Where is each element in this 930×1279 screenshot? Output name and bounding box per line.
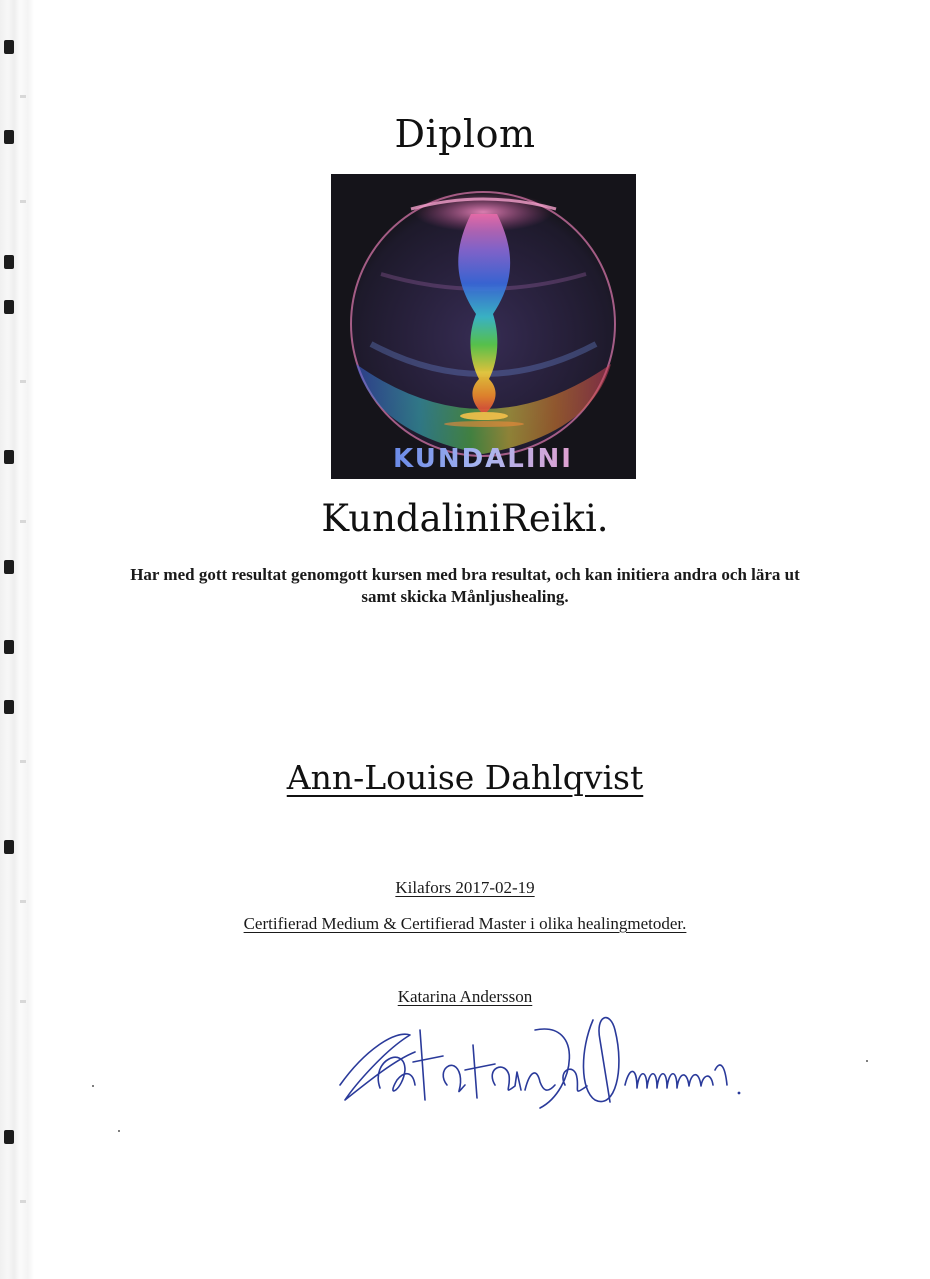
- certification-line: Certifierad Medium & Certifierad Master i olika healingmetoder.: [243, 914, 687, 933]
- logo-text: KUNDALINI: [393, 444, 573, 474]
- kundalini-logo: [331, 174, 636, 479]
- signer-name: Katarina Andersson: [397, 987, 533, 1006]
- place-date: Kilafors 2017-02-19: [395, 878, 535, 897]
- recipient-name: Ann-Louise Dahlqvist: [286, 758, 644, 797]
- course-description: Har med gott resultat genomgott kursen med bra resultat, och kan initiera andra och lära ut samt skicka Månljushealing.: [130, 565, 800, 606]
- place-date-block: [0, 878, 930, 898]
- diploma-title: Diplom: [394, 112, 536, 156]
- handwritten-signature: [325, 990, 765, 1140]
- recipient-name-block: [0, 758, 930, 797]
- binding-edge: [0, 0, 34, 1279]
- certification-block: [0, 914, 930, 934]
- course-name: KundaliniReiki.: [321, 497, 609, 540]
